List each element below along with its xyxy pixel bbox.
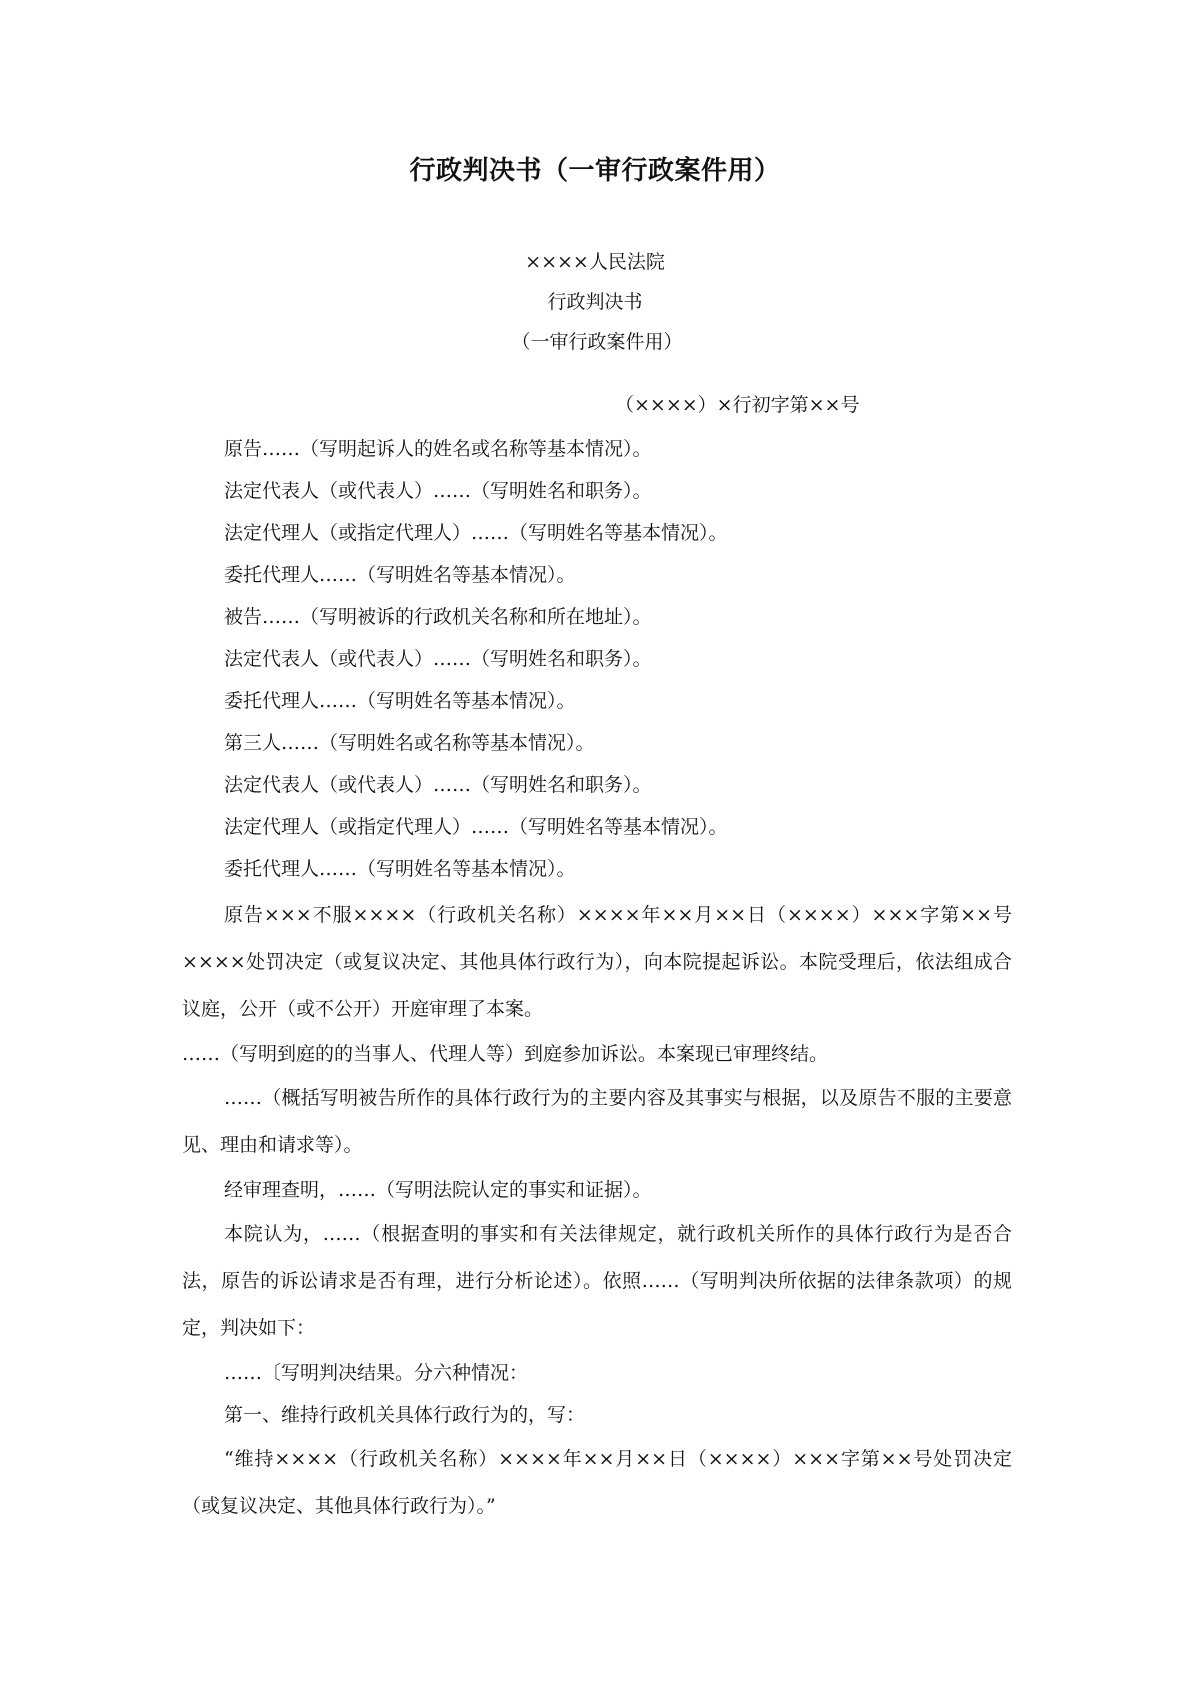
party-plaintiff-statutory-agent: 法定代理人（或指定代理人）……（写明姓名等基本情况）。 [224,522,728,544]
paragraph-case-origin: 原告×××不服××××（行政机关名称）××××年××月××日（××××）×××字第××号××××处罚决定（或复议决定、其他具体行政行为），向本院提起诉讼。本院受理后，依法组成合议庭，公开（或不公开）开庭审理了本案。 [182,904,1012,1020]
party-defendant-entrusted-agent: 委托代理人……（写明姓名等基本情况）。 [224,690,576,712]
party-plaintiff-legal-representative: 法定代表人（或代表人）……（写明姓名和职务）。 [224,480,652,502]
party-defendant-legal-representative: 法定代表人（或代表人）……（写明姓名和职务）。 [224,648,652,670]
court-name: ××××人民法院 [525,251,665,273]
paragraph-judgment-intro: ……〔写明判决结果。分六种情况： [224,1362,529,1384]
party-plaintiff-entrusted-agent: 委托代理人……（写明姓名等基本情况）。 [224,564,576,586]
party-defendant: 被告……（写明被诉的行政机关名称和所在地址）。 [224,606,652,628]
party-plaintiff: 原告……（写明起诉人的姓名或名称等基本情况）。 [224,438,652,460]
paragraph-findings: 经审理查明，……（写明法院认定的事实和证据）。 [224,1179,652,1201]
paragraph-attendance: ……（写明到庭的的当事人、代理人等）到庭参加诉讼。本案现已审理终结。 [182,1043,829,1065]
case-number: （××××）×行初字第××号 [615,394,860,416]
paragraph-summary: ……（概括写明被告所作的具体行政行为的主要内容及其事实与根据，以及原告不服的主要意见、理由和请求等）。 [182,1087,1012,1156]
party-third-party-legal-representative: 法定代表人（或代表人）……（写明姓名和职务）。 [224,774,652,796]
party-third-party-entrusted-agent: 委托代理人……（写明姓名等基本情况）。 [224,858,576,880]
document-subtitle: （一审行政案件用） [511,331,683,353]
document-body [182,428,1012,1530]
document-type: 行政判决书 [547,291,643,313]
page-title: 行政判决书（一审行政案件用） [409,156,781,186]
party-third-party-statutory-agent: 法定代理人（或指定代理人）……（写明姓名等基本情况）。 [224,816,728,838]
paragraph-case-one: 第一、维持行政机关具体行政行为的，写： [224,1404,586,1426]
paragraph-case-one-wording: “维持××××（行政机关名称）××××年××月××日（××××）×××字第××号处罚决定（或复议决定、其他具体行政行为）。” [182,1448,1012,1517]
paragraph-reasoning: 本院认为，……（根据查明的事实和有关法律规定，就行政机关所作的具体行政行为是否合法，原告的诉讼请求是否有理，进行分析论述）。依照……（写明判决所依据的法律条款项）的规定，判决如下： [182,1223,1012,1339]
party-third-party: 第三人……（写明姓名或名称等基本情况）。 [224,732,595,754]
